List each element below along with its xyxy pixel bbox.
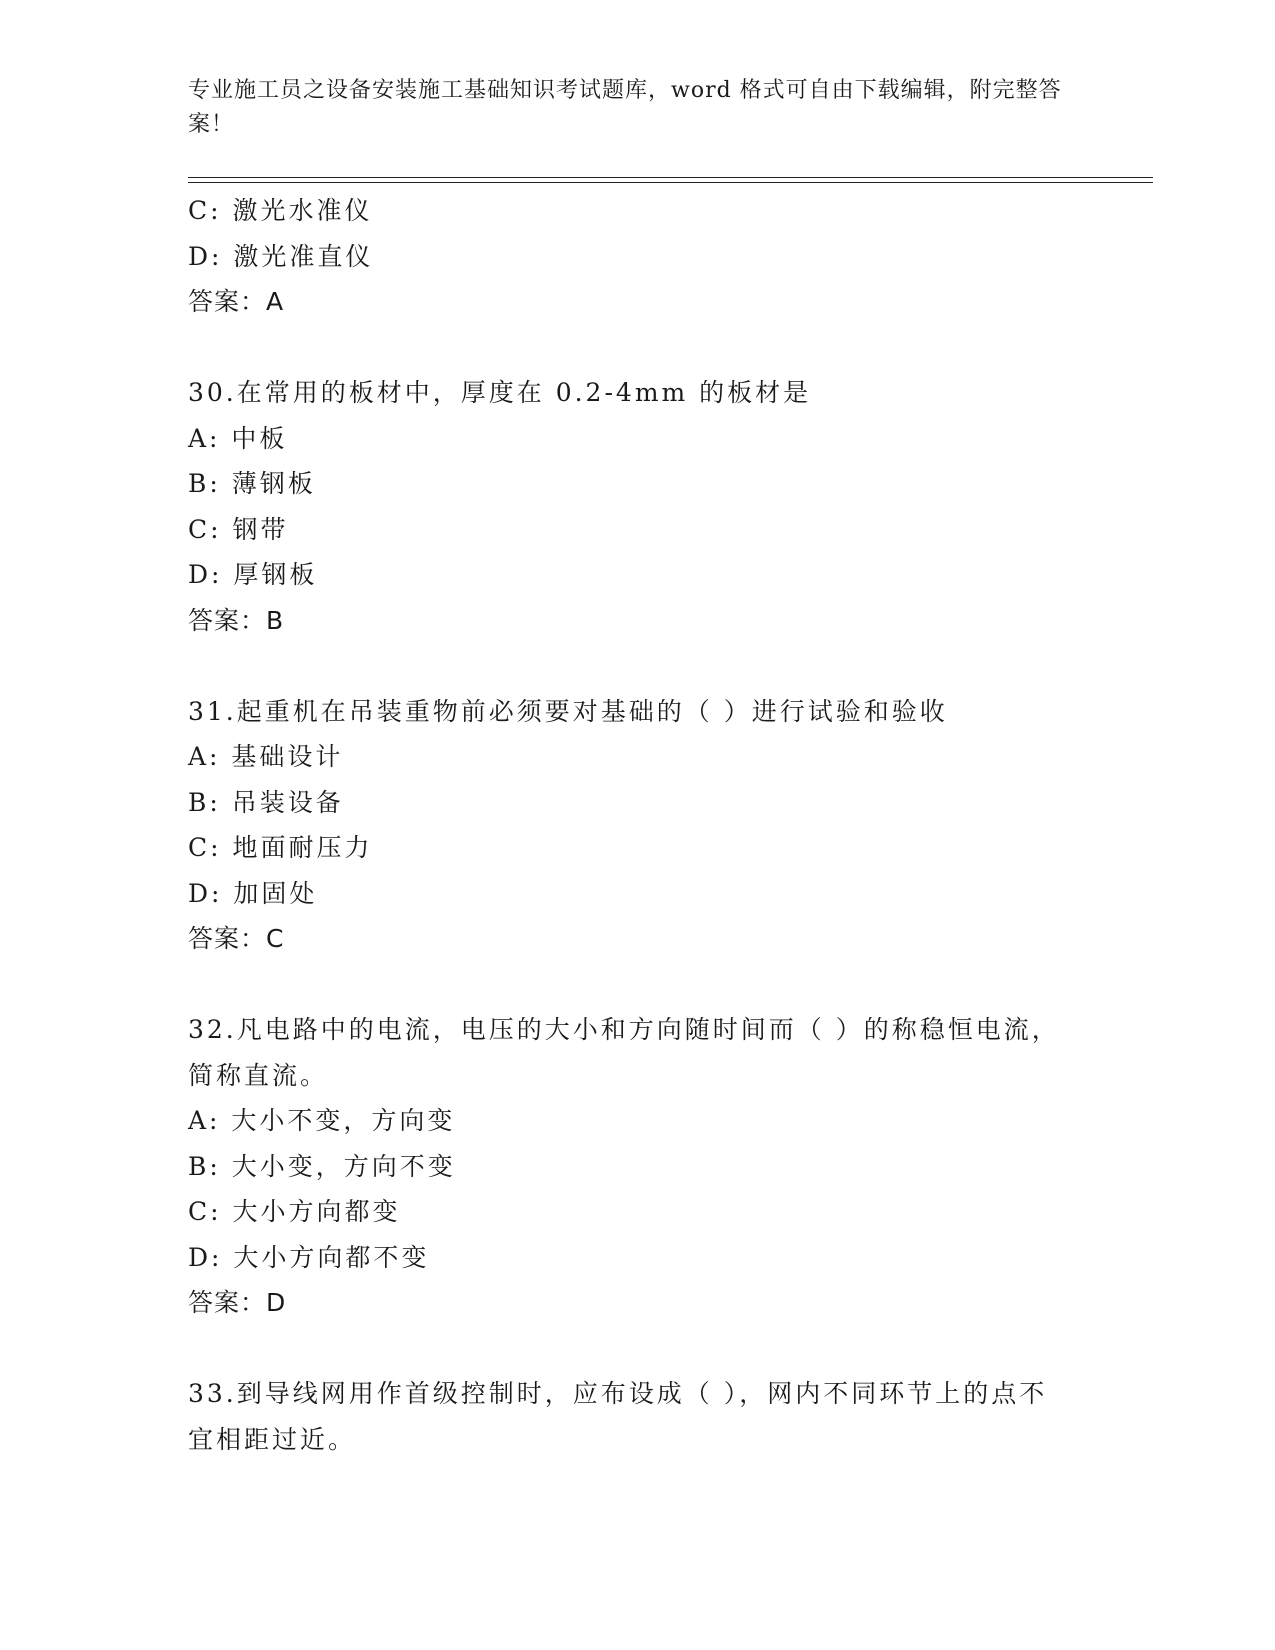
option-c: C: 激光水准仪 bbox=[188, 196, 373, 225]
question-block-31 bbox=[188, 689, 1068, 962]
answer-label: 答案：A bbox=[188, 287, 285, 316]
option-c: C: 钢带 bbox=[188, 514, 289, 544]
option-a: A: 基础设计 bbox=[188, 742, 344, 771]
option-d: D: 大小方向都不变 bbox=[188, 1242, 430, 1272]
question-block-32 bbox=[188, 1007, 1068, 1326]
option-c: C: 大小方向都变 bbox=[188, 1197, 401, 1226]
question-stem: 31.起重机在吊装重物前必须要对基础的（ ）进行试验和验收 bbox=[188, 696, 948, 726]
option-b: B: 大小变，方向不变 bbox=[188, 1151, 456, 1181]
question-stem: 33.到导线网用作首级控制时，应布设成（ ），网内不同环节上的点不宜相距过近。 bbox=[188, 1379, 1048, 1454]
spacer bbox=[188, 325, 1068, 371]
question-block-33 bbox=[188, 1371, 1068, 1462]
spacer bbox=[188, 962, 1068, 1008]
question-stem: 30.在常用的板材中，厚度在 0.2-4mm 的板材是 bbox=[188, 378, 812, 407]
option-b: B: 吊装设备 bbox=[188, 787, 344, 817]
header-divider-top bbox=[188, 177, 1153, 178]
question-block-29-tail bbox=[188, 188, 1068, 325]
option-d: D: 激光准直仪 bbox=[188, 241, 374, 271]
option-d: D: 厚钢板 bbox=[188, 560, 318, 589]
spacer bbox=[188, 643, 1068, 689]
header-divider-bottom bbox=[188, 182, 1153, 183]
option-a: A: 大小不变，方向变 bbox=[188, 1106, 456, 1135]
question-list bbox=[188, 188, 1068, 1462]
document-header: 专业施工员之设备安装施工基础知识考试题库，word 格式可自由下载编辑，附完整答案！ bbox=[188, 78, 1062, 137]
answer-label: 答案：C bbox=[188, 924, 285, 953]
question-stem: 32.凡电路中的电流，电压的大小和方向随时间而（ ）的称稳恒电流，简称直流。 bbox=[188, 1015, 1060, 1090]
answer-label: 答案：D bbox=[188, 1288, 287, 1317]
option-b: B: 薄钢板 bbox=[188, 469, 316, 498]
option-a: A: 中板 bbox=[188, 423, 288, 453]
spacer bbox=[188, 1326, 1068, 1372]
answer-label: 答案：B bbox=[188, 605, 285, 635]
question-block-30 bbox=[188, 370, 1068, 643]
option-d: D: 加固处 bbox=[188, 878, 318, 908]
option-c: C: 地面耐压力 bbox=[188, 833, 373, 862]
